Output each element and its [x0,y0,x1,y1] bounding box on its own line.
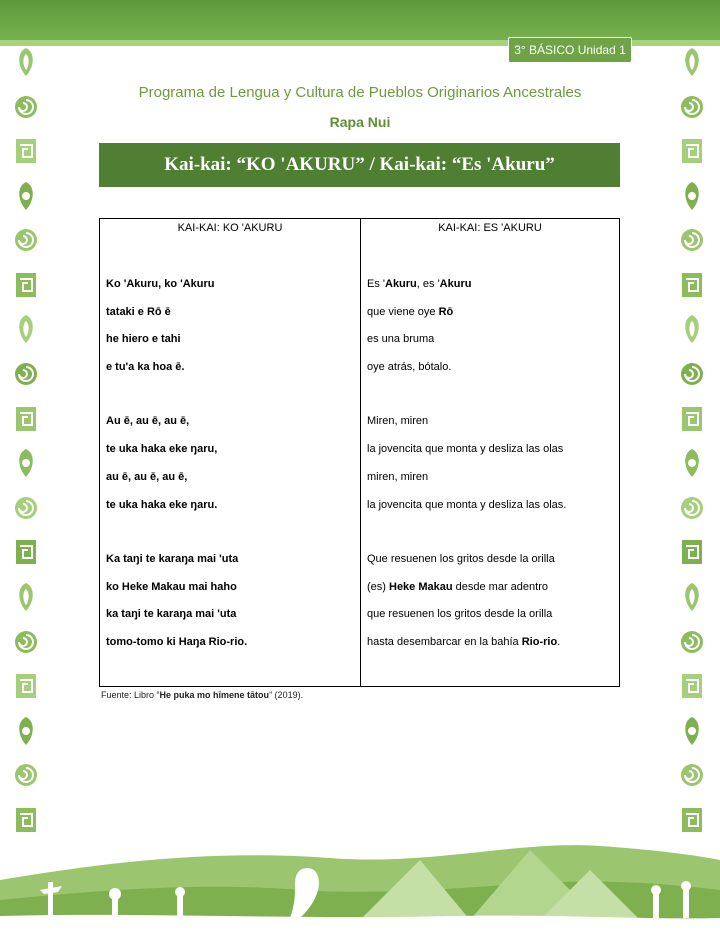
poem-table [99,218,620,687]
line-text: que viene oye [367,306,439,318]
spanish-line [367,305,453,319]
line-text: (es) [367,581,389,593]
spiral-motif-icon [679,313,705,345]
spiral-motif-icon [13,670,39,702]
spiral-motif-icon [13,759,39,791]
source-citation [101,690,303,700]
spiral-motif-icon [13,135,39,167]
line-text: hasta desembarcar en la bahía [367,636,522,648]
spiral-motif-icon [679,715,705,747]
spanish-line: la jovencita que monta y desliza las olas [367,443,564,455]
spanish-line [367,635,560,649]
rapanui-line: te uka haka eke ŋaru, [106,443,218,455]
line-text-bold: Rio-rio [521,636,558,648]
spiral-motif-icon [13,313,39,345]
spiral-motif-icon [13,269,39,301]
rapanui-column-header: KAI-KAI: KO 'AKURU [177,222,283,234]
rapanui-line: ko Heke Makau mai haho [106,581,237,593]
grade-unit-badge: 3° BÁSICO Unidad 1 [508,37,632,63]
spiral-motif-icon [679,180,705,212]
spanish-line: es una bruma [367,333,435,345]
program-title: Programa de Lengua y Cultura de Pueblos Originarios Ancestrales [138,84,582,101]
spiral-motif-icon [679,403,705,435]
spiral-motif-icon [679,759,705,791]
spiral-motif-icon [13,492,39,524]
rapanui-line: ka taŋi te karaŋa mai 'uta [106,608,237,620]
spiral-motif-icon [13,447,39,479]
spiral-motif-icon [13,581,39,613]
line-text: Es ' [367,278,385,290]
spiral-motif-icon [679,626,705,658]
left-decorative-border [12,46,40,836]
spiral-motif-icon [13,224,39,256]
spiral-motif-icon [13,626,39,658]
spiral-motif-icon [679,536,705,568]
rapanui-line: tomo-tomo ki Haŋa Rio-rio. [106,636,248,648]
line-text: . [557,636,561,648]
spanish-line: Miren, miren [367,415,429,427]
spanish-column [361,219,619,686]
language-subtitle: Rapa Nui [329,114,391,130]
spiral-motif-icon [13,180,39,212]
rapanui-line: Ka taŋi te karaŋa mai 'uta [106,553,239,565]
spiral-motif-icon [679,46,705,78]
spiral-motif-icon [679,91,705,123]
spanish-line: la jovencita que monta y desliza las olas. [367,499,567,511]
source-suffix: ” (2019). [269,690,304,700]
rapanui-column [100,219,361,686]
line-text: , es ' [416,278,440,290]
spiral-motif-icon [13,46,39,78]
rapanui-line: Ko 'Akuru, ko 'Akuru [106,278,215,290]
spiral-motif-icon [13,715,39,747]
rapanui-line: au ē, au ē, au ē, [106,471,188,483]
spanish-line: miren, miren [367,471,429,483]
spiral-motif-icon [13,403,39,435]
spiral-motif-icon [679,581,705,613]
spiral-motif-icon [13,91,39,123]
landscape-footer-illustration [0,820,720,932]
spanish-line: que resuenen los gritos desde la orilla [367,608,553,620]
spiral-motif-icon [679,269,705,301]
spiral-motif-icon [13,536,39,568]
spiral-motif-icon [13,358,39,390]
line-text-bold: Heke Makau [389,581,453,593]
spanish-line: Que resuenen los gritos desde la orilla [367,553,555,565]
spiral-motif-icon [679,135,705,167]
spiral-motif-icon [679,447,705,479]
spiral-motif-icon [679,492,705,524]
rapanui-line: Au ē, au ē, au ē, [106,415,190,427]
right-decorative-border [678,46,706,836]
line-text-bold: Rō [438,306,454,318]
spiral-motif-icon [679,670,705,702]
rapanui-line: tataki e Rō ē [106,306,171,318]
spanish-column-header: KAI-KAI: ES 'AKURU [438,222,542,234]
source-prefix: Fuente: Libro “ [101,690,160,700]
spanish-line [367,277,471,291]
rapanui-line: e tu'a ka hoa ē. [106,361,185,373]
rapanui-line: he hiero e tahi [106,333,181,345]
page-title: Kai-kai: “KO 'AKURU” / Kai-kai: “Es 'Akuru” [99,143,620,187]
rapanui-line: te uka haka eke ŋaru. [106,499,218,511]
spiral-motif-icon [679,358,705,390]
source-book-title: He puka mo hīmene tātou [159,690,270,700]
spanish-line [367,580,548,594]
line-text-bold: Akuru [385,278,417,290]
spiral-motif-icon [679,224,705,256]
line-text-bold: Akuru [439,278,472,290]
spanish-line: oye atrás, bótalo. [367,361,452,373]
line-text: desde mar adentro [452,581,548,593]
